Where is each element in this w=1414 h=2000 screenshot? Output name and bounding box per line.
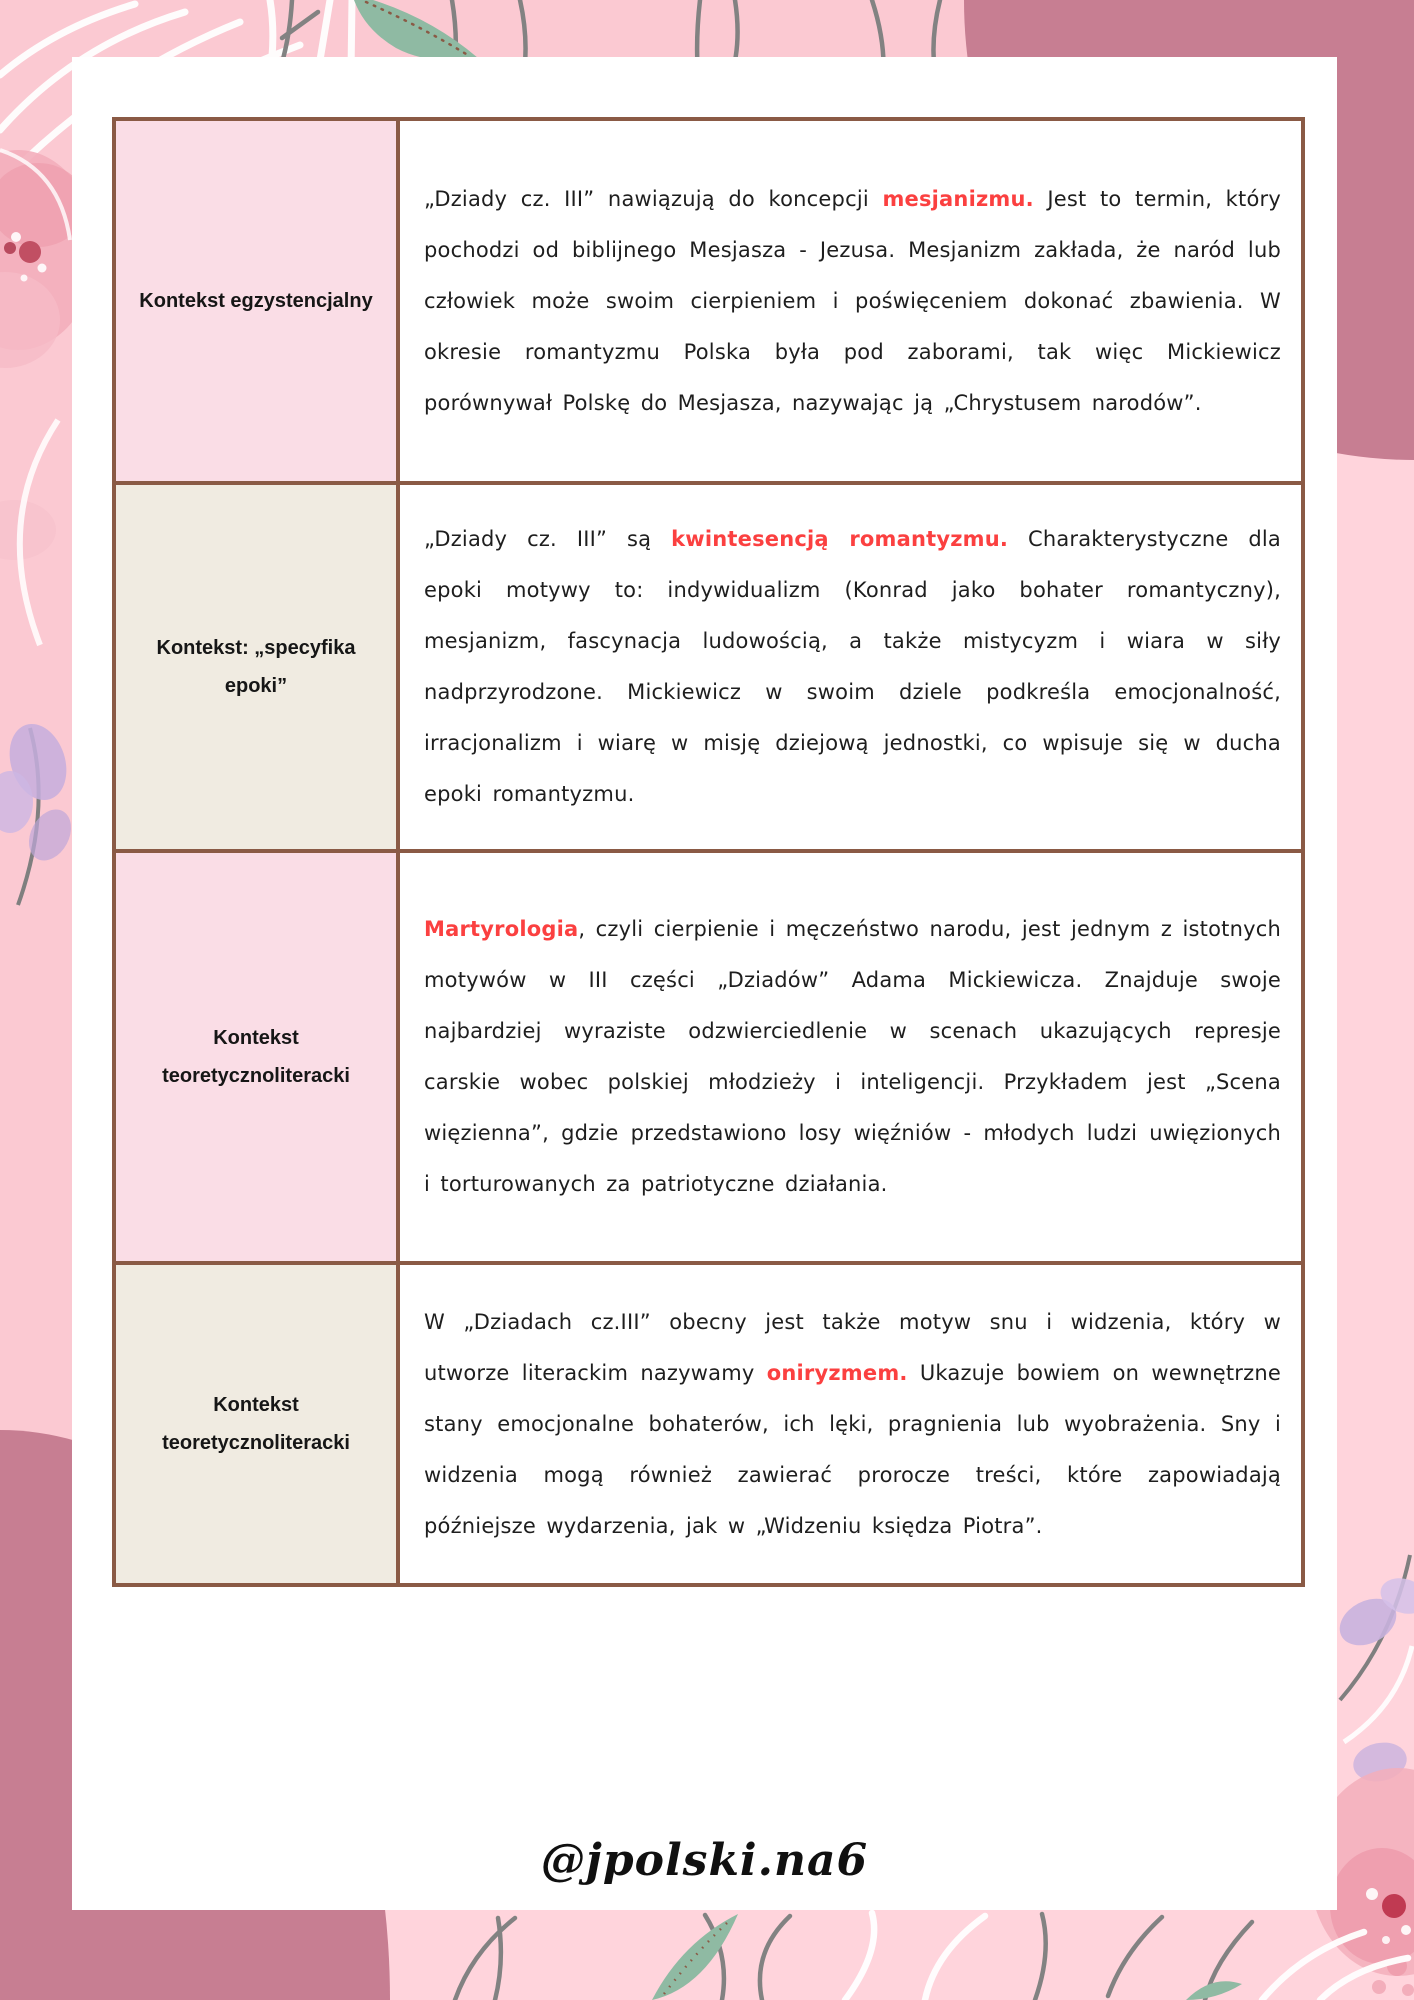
table-row bbox=[116, 121, 1301, 485]
table-row bbox=[116, 485, 1301, 853]
row-label-cell bbox=[116, 853, 400, 1261]
body-text-segment: Charakterystyczne dla epoki motywy to: indywidualizm (Konrad jako bohater romantyczny), mesjanizm, fascynacja ludowością, a także mistycyzm i wiara w siły nadprzyrodzone. Mickiewicz w swoim dziele podkreśla emocjonalność, irracjonalizm i wiarę w misję dziejową jednostki, co wpisuje się w ducha epoki romantyzmu. bbox=[424, 527, 1282, 806]
row-label: Kontekst teoretycznoliteracki bbox=[162, 1394, 350, 1454]
body-text-segment: „Dziady cz. III” są bbox=[424, 527, 672, 551]
highlighted-term: oniryzmem. bbox=[766, 1360, 908, 1385]
watermark-handle: @jpolski.na6 bbox=[540, 1835, 869, 1886]
highlighted-term: mesjanizmu. bbox=[882, 186, 1034, 211]
row-body-cell bbox=[400, 853, 1301, 1261]
row-body-text bbox=[424, 1297, 1281, 1552]
row-label-cell bbox=[116, 1265, 400, 1583]
row-label: Kontekst: „specyfika epoki” bbox=[156, 637, 356, 697]
row-body-cell bbox=[400, 121, 1301, 481]
row-body-cell bbox=[400, 1265, 1301, 1583]
body-text-segment: „Dziady cz. III” nawiązują do koncepcji bbox=[424, 186, 883, 211]
table-row bbox=[116, 853, 1301, 1265]
body-text-segment: Jest to termin, który pochodzi od biblijnego Mesjasza - Jezusa. Mesjanizm zakłada, że naród lub człowiek może swoim cierpieniem i poświęceniem dokonać zbawienia. W okresie romantyzmu Polska była pod zaborami, tak więc Mickiewicz porównywał Polskę do Mesjasza, nazywając ją „Chrystusem narodów”. bbox=[424, 186, 1281, 415]
row-label-cell bbox=[116, 485, 400, 849]
body-text-segment: Ukazuje bowiem on wewnętrzne stany emocjonalne bohaterów, ich lęki, pragnienia lub wyobrażenia. Sny i widzenia mogą również zawierać prorocze treści, które zapowiadają późniejsze wydarzenia, jak w „Widzeniu księdza Piotra”. bbox=[424, 1360, 1281, 1538]
purple-petals-left bbox=[0, 717, 79, 905]
document-page bbox=[72, 57, 1337, 1910]
row-label: Kontekst egzystencjalny bbox=[139, 290, 373, 312]
body-text-segment: , czyli cierpienie i męczeństwo narodu, jest jednym z istotnych motywów w III części „Dziadów” Adama Mickiewicza. Znajduje swoje najbardziej wyraziste odzwierciedlenie w scenach ukazujących represje carskie wobec polskiej młodzieży i inteligencji. Przykładem jest „Scena więzienna”, gdzie przedstawiono losy więźniów - młodych ludzi uwięzionych i torturowanych za patriotyczne działania. bbox=[424, 917, 1281, 1196]
highlighted-term: kwintesencją romantyzmu. bbox=[671, 527, 1009, 551]
body-text-segment: W „Dziadach cz.III” obecny jest także motyw snu i widzenia, który w utworze literackim nazywamy bbox=[424, 1309, 1281, 1385]
row-body-text bbox=[424, 514, 1281, 820]
table-row bbox=[116, 1265, 1301, 1583]
row-body-text bbox=[424, 174, 1281, 429]
row-label: Kontekst teoretycznoliteracki bbox=[162, 1027, 350, 1087]
left-strip-accents bbox=[0, 420, 58, 645]
row-body-cell bbox=[400, 485, 1301, 849]
context-table bbox=[112, 117, 1305, 1587]
row-label-cell bbox=[116, 121, 400, 481]
highlighted-term: Martyrologia bbox=[424, 917, 579, 941]
row-body-text bbox=[424, 904, 1281, 1210]
green-leaf-top bbox=[352, 0, 478, 60]
